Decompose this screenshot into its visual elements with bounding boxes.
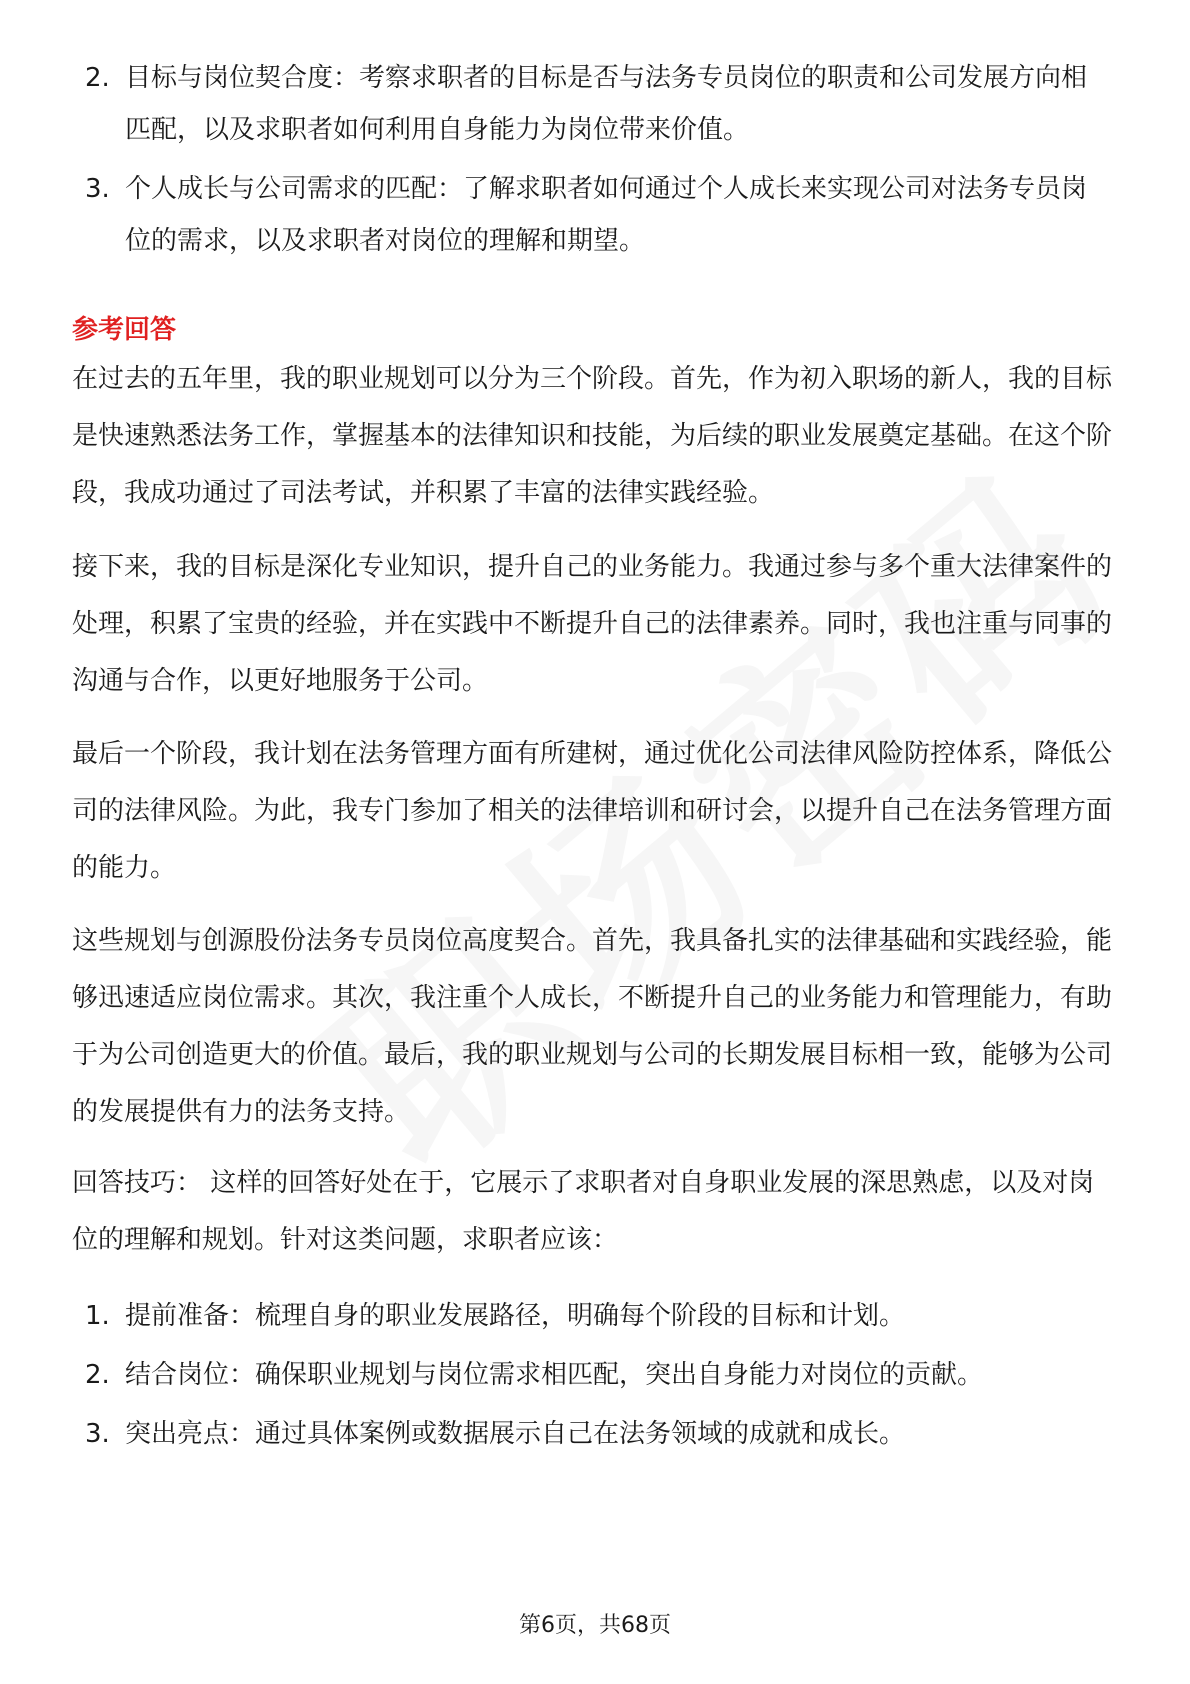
- list-item-text: 个人成长与公司需求的匹配：了解求职者如何通过个人成长来实现公司对法务专员岗位的需求，以及求职者对岗位的理解和期望。: [125, 174, 1088, 256]
- list-item-text: 目标与岗位契合度：考察求职者的目标是否与法务专员岗位的职责和公司发展方向相匹配，以及求职者如何利用自身能力为岗位带来价值。: [125, 63, 1088, 145]
- list-item-number: 3.: [85, 1419, 110, 1449]
- paragraph-tips-intro: 回答技巧： 这样的回答好处在于，它展示了求职者对自身职业发展的深思熟虑，以及对岗位的理解和规划。针对这类问题，求职者应该：: [72, 1168, 1095, 1255]
- list-item-text: 突出亮点：通过具体案例或数据展示自己在法务领域的成就和成长。: [125, 1419, 906, 1449]
- list-item-number: 3.: [85, 174, 110, 204]
- list-item: [0, 1290, 1190, 1342]
- list-item: [0, 1349, 1190, 1401]
- list-item: [0, 163, 1190, 267]
- page-footer: 第6页，共68页: [519, 1613, 671, 1638]
- paragraph-stage-two: 接下来，我的目标是深化专业知识，提升自己的业务能力。我通过参与多个重大法律案件的处理，积累了宝贵的经验，并在实践中不断提升自己的法律素养。同时，我也注重与同事的沟通与合作，以更好地服务于公司。: [72, 552, 1113, 696]
- criteria-list: [0, 52, 1190, 274]
- list-item-number: 1.: [85, 1301, 110, 1331]
- tips-list: [0, 1290, 1190, 1467]
- list-item-text: 结合岗位：确保职业规划与岗位需求相匹配，突出自身能力对岗位的贡献。: [125, 1360, 984, 1390]
- list-item: [0, 52, 1190, 156]
- section-heading: 参考回答: [72, 315, 177, 345]
- list-item-number: 2.: [85, 63, 110, 93]
- list-item-number: 2.: [85, 1360, 110, 1390]
- list-item: [0, 1408, 1190, 1460]
- list-item-text: 提前准备：梳理自身的职业发展路径，明确每个阶段的目标和计划。: [125, 1301, 906, 1331]
- paragraph-fit: 这些规划与创源股份法务专员岗位高度契合。首先，我具备扎实的法律基础和实践经验，能够迅速适应岗位需求。其次，我注重个人成长，不断提升自己的业务能力和管理能力，有助于为公司创造更大的价值。最后，我的职业规划与公司的长期发展目标相一致，能够为公司的发展提供有力的法务支持。: [72, 926, 1113, 1127]
- paragraph-stage-three: 最后一个阶段，我计划在法务管理方面有所建树，通过优化公司法律风险防控体系，降低公司的法律风险。为此，我专门参加了相关的法律培训和研讨会，以提升自己在法务管理方面的能力。: [72, 739, 1113, 883]
- paragraph-stage-one: 在过去的五年里，我的职业规划可以分为三个阶段。首先，作为初入职场的新人，我的目标是快速熟悉法务工作，掌握基本的法律知识和技能，为后续的职业发展奠定基础。在这个阶段，我成功通过了司法考试，并积累了丰富的法律实践经验。: [72, 364, 1113, 508]
